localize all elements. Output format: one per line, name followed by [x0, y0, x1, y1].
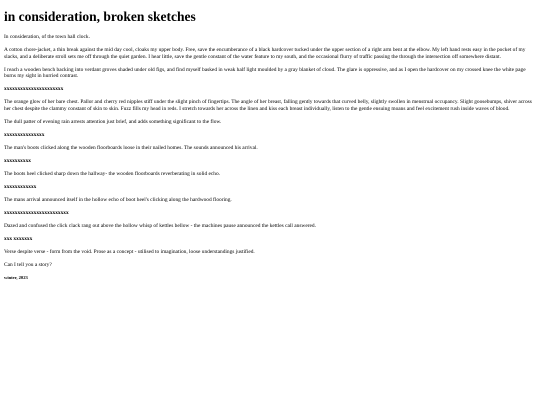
section-separator: xxxxxxxxxxxxxxxxxxxxxx — [4, 86, 64, 93]
section-separator: xxxxxxxxxxxxxxxxxxxxxxxx — [4, 209, 69, 216]
intro-line: In consideration, of the town hall clock. — [4, 34, 90, 40]
paragraph-glow: The orange glow of her bare chest. Pallor and cherry red nipples stiff under the slight pinch of fingertips. The angle of her breast, falling gently towards that curved belly, slightly swollen in menstrual occupancy. Slight goosebumps, shiver across her chest despite the clammy constant of skin to skin. Fuzz fills my head in reds. I stretch towards her across the linen and kiss each breast individually, listen to the gentle ensuing moans and feel excitement rush inside waves of blood. — [4, 99, 532, 112]
signature: winter, 2023 — [4, 274, 28, 280]
paragraph-rain: The dull patter of evening rain arrests attention just brief, and adds something significant to the flow. — [4, 118, 222, 125]
section-separator: xxxxxxxxxxxxxxx — [4, 131, 45, 138]
section-separator: xxx xxxxxxx — [4, 235, 33, 242]
paragraph-garden: A cotton chore-jacket, a thin break against the mid day cool, cloaks my upper body. Free, save the encumberance of a black hardcover tucked under the upper section of a right arm bent at the elbow. My left hand rests easy in the pocket of my slacks, and a deliberate stroll sets me off through the quiet garden. I hear little, save the gentle constant of the water feature to my south, and the occasional flurry of traffic passing the through the intersection off somewhere distant. — [4, 46, 526, 60]
page-title: in consideration, broken sketches — [4, 9, 196, 24]
paragraph-boots-1: The man's boots clicked along the wooden floorboards loose in their nailed homes. The sounds announced his arrival. — [4, 144, 258, 151]
paragraph-boots-2: The boots heel clicked sharp down the hallway- the wooden floorboards reverberating in solid echo. — [4, 170, 221, 177]
paragraph-story: Can I tell you a story? — [4, 261, 52, 268]
paragraph-boots-3: The mans arrival announced itself in the hollow echo of boot heel's clicking along the hardwood flooring. — [4, 196, 232, 203]
paragraph-kettle: Dazed and confused the click clack rang out above the hollow whisp of kettles bellow - the machines pause announced the kettles call answered. — [4, 222, 316, 229]
section-separator: xxxxxxxxxxxx — [4, 183, 37, 190]
paragraph-bench: I reach a wooden bench backing into verdant groves shaded under old figs, and find myself basked in weak half light moulded by a gray blanket of cloud. The glare is oppressive, and as I open the hardcover on my crossed knee the white page burns my sight in hurried contrast. — [4, 66, 526, 80]
section-separator: xxxxxxxxxx — [4, 157, 31, 164]
paragraph-verse: Verse despite verse - form from the void. Prose as a concept - utilised to imagination, loose understandings justified. — [4, 248, 255, 255]
